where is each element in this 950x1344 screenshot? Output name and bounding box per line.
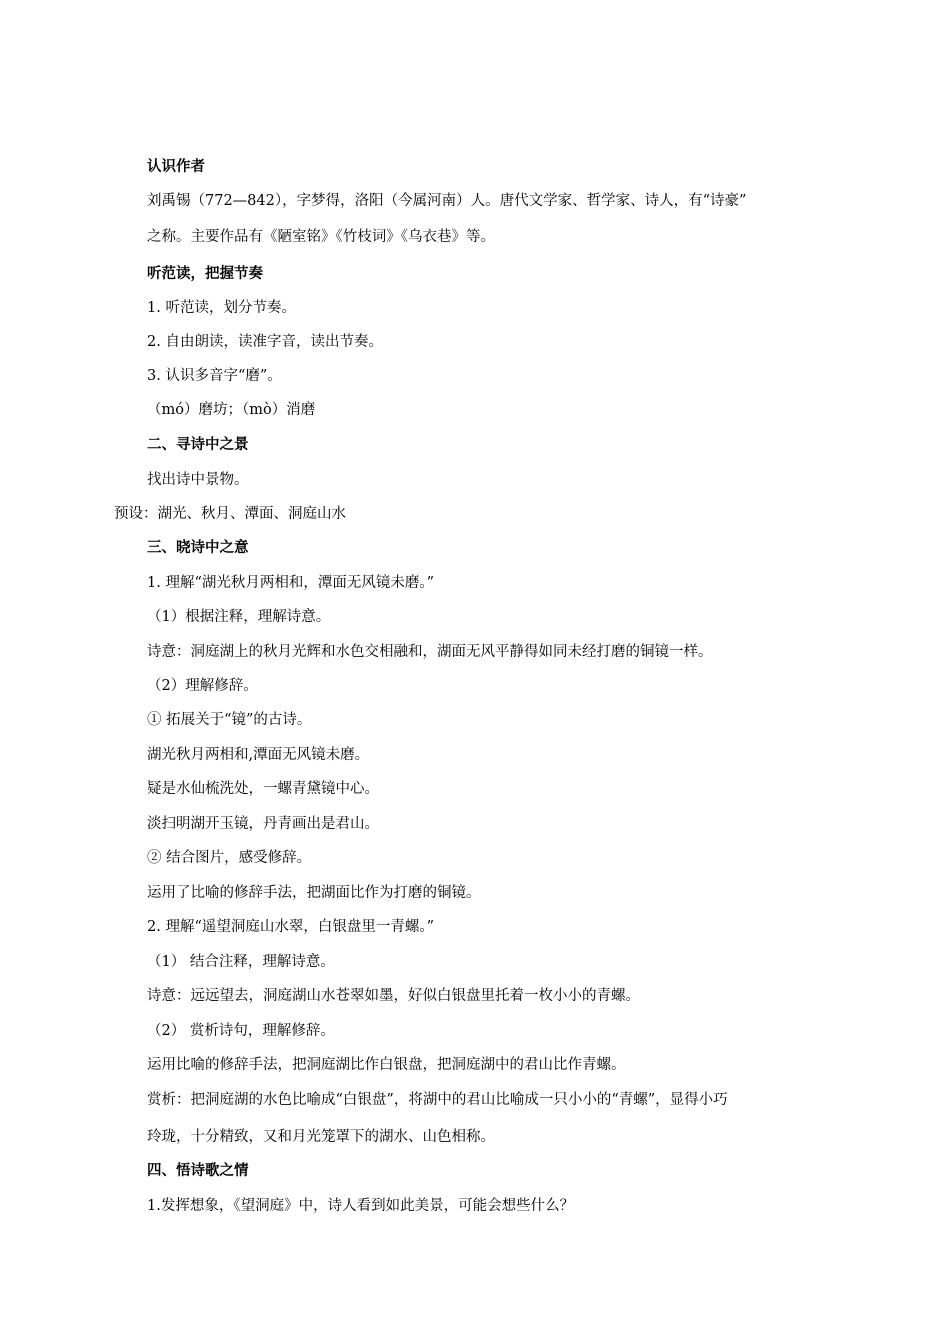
- meaning-2-sub-2: （2） 赏析诗句，理解修辞。: [147, 1023, 335, 1039]
- section-heading-listen: 听范读，把握节奏: [147, 266, 263, 282]
- meaning-2-sub-1: （1） 结合注释，理解诗意。: [147, 954, 335, 970]
- section-heading-4: 四、悟诗歌之情: [147, 1163, 249, 1179]
- meaning-1-picture: ② 结合图片，感受修辞。: [147, 850, 312, 866]
- section-heading-2: 二、寻诗中之景: [147, 437, 249, 453]
- listen-step-1: 1. 听范读，划分节奏。: [147, 300, 296, 316]
- meaning-2-title: 2. 理解“遥望洞庭山水翠，白银盘里一青螺。”: [147, 919, 435, 935]
- section-heading-3: 三、晓诗中之意: [147, 540, 249, 556]
- meaning-1-sub-2: （2）理解修辞。: [147, 678, 258, 694]
- meaning-1-sub-1: （1）根据注释，理解诗意。: [147, 609, 331, 625]
- pronunciation-note: （mó）磨坊；（mò）消磨: [147, 402, 316, 418]
- poem-line-3: 淡扫明湖开玉镜，丹青画出是君山。: [147, 816, 379, 832]
- meaning-2-rhetoric: 运用比喻的修辞手法，把洞庭湖比作白银盘，把洞庭湖中的君山比作青螺。: [147, 1057, 626, 1073]
- meaning-2-interpretation: 诗意：远远望去，洞庭湖山水苍翠如墨，好似白银盘里托着一枚小小的青螺。: [147, 988, 640, 1004]
- meaning-2-appreciation-line-1: 赏析：把洞庭湖的水色比喻成“白银盘”，将湖中的君山比喻成一只小小的“青螺”，显得小巧: [147, 1092, 728, 1108]
- poem-line-2: 疑是水仙梳洗处，一螺青黛镜中心。: [147, 781, 379, 797]
- meaning-1-interpretation: 诗意：洞庭湖上的秋月光辉和水色交相融和，湖面无风平静得如同未经打磨的铜镜一样。: [147, 644, 713, 660]
- listen-step-2: 2. 自由朗读，读准字音，读出节奏。: [147, 334, 383, 350]
- author-paragraph-line-1: 刘禹锡（772—842），字梦得，洛阳（今属河南）人。唐代文学家、哲学家、诗人，有“诗豪”: [147, 193, 747, 209]
- listen-step-3: 3. 认识多音字“磨”。: [147, 368, 282, 384]
- meaning-1-title: 1. 理解“湖光秋月两相和，潭面无风镜未磨。”: [147, 575, 435, 591]
- author-paragraph-line-2: 之称。主要作品有《陋室铭》《竹枝词》《乌衣巷》等。: [147, 229, 495, 245]
- question-1: 1.发挥想象，《望洞庭》中，诗人看到如此美景，可能会想些什么？: [147, 1198, 575, 1214]
- meaning-1-rhetoric: 运用了比喻的修辞手法，把湖面比作为打磨的铜镜。: [147, 885, 481, 901]
- poem-line-1: 湖光秋月两相和,潭面无风镜未磨。: [147, 747, 370, 763]
- scene-task: 找出诗中景物。: [147, 472, 249, 488]
- meaning-1-extension: ① 拓展关于“镜”的古诗。: [147, 712, 312, 728]
- section-heading-author: 认识作者: [147, 159, 205, 175]
- scene-preset: 预设：湖光、秋月、潭面、洞庭山水: [114, 506, 346, 522]
- meaning-2-appreciation-line-2: 玲珑，十分精致，又和月光笼罩下的湖水、山色相称。: [147, 1129, 495, 1145]
